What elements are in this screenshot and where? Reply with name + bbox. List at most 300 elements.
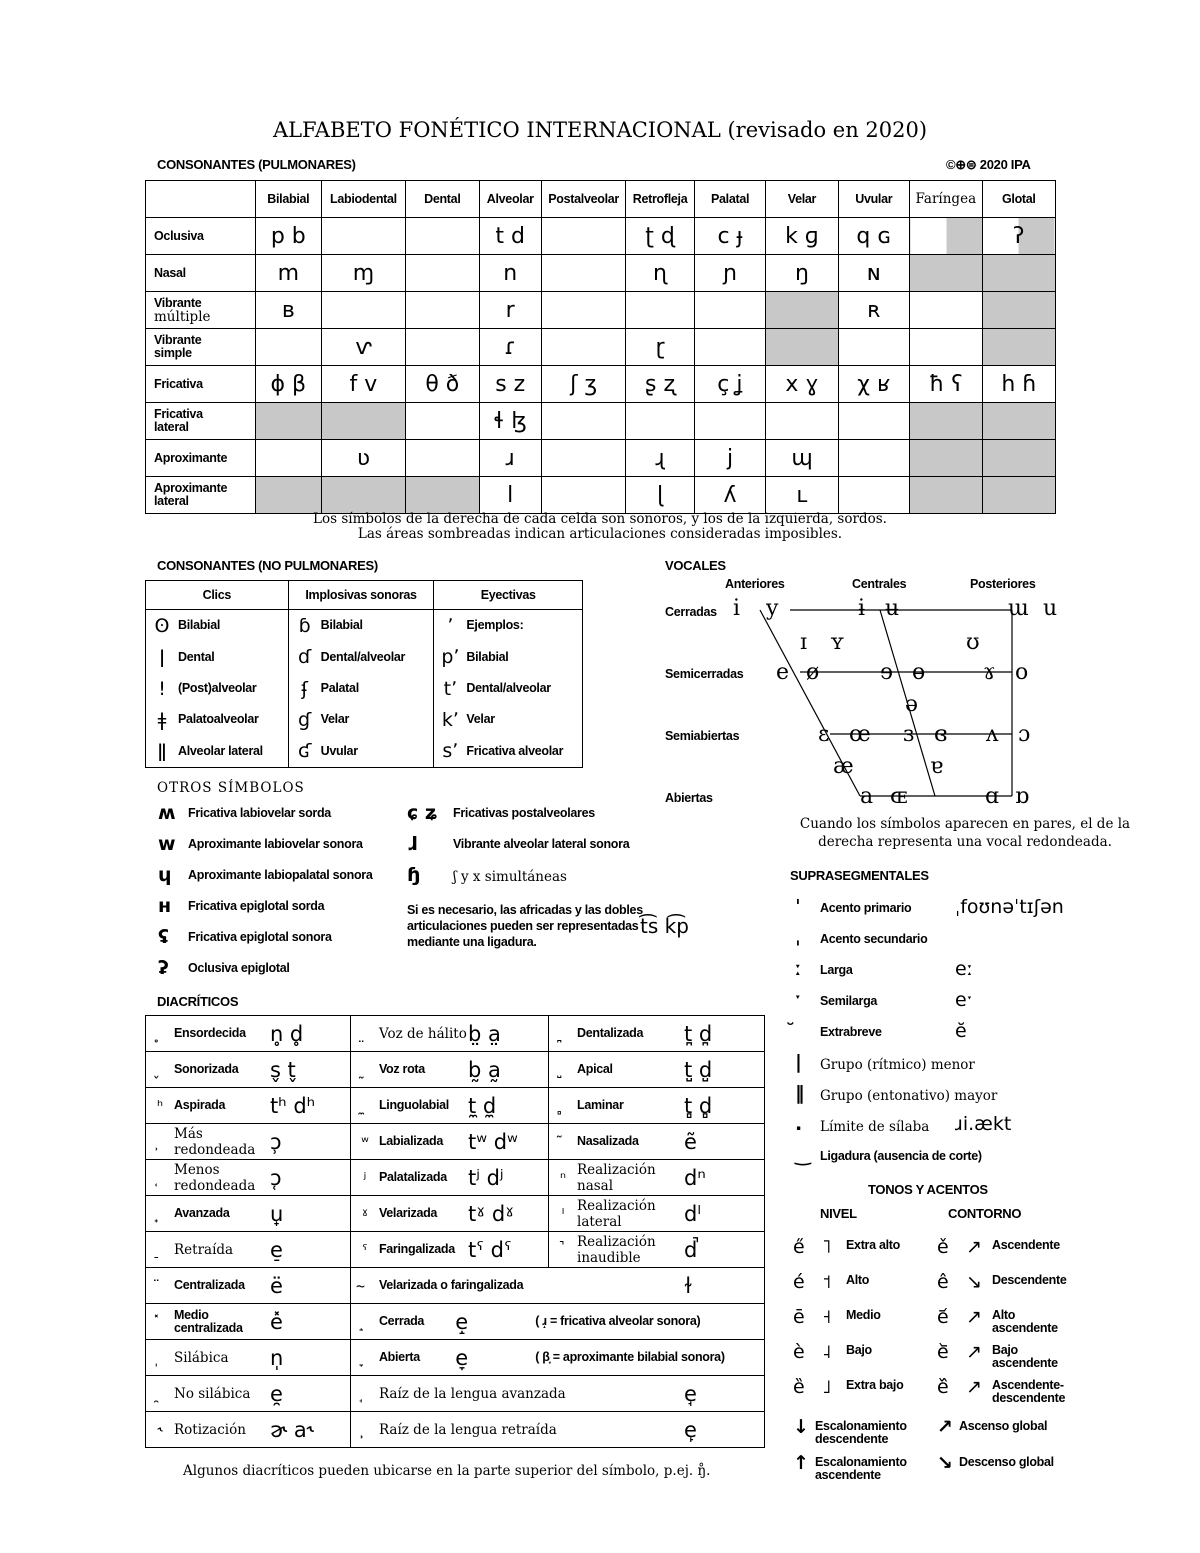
- diacritic-name: Aspirada: [174, 1098, 226, 1112]
- consonant-symbols: ɸ β: [270, 371, 307, 397]
- consonant-symbols: t d: [495, 223, 525, 249]
- consonant-cell: [694, 292, 766, 329]
- consonant-symbols: ɭ: [656, 482, 664, 508]
- nonpulmonic-label: Velar: [466, 712, 495, 727]
- tone-example: ě: [937, 1236, 949, 1258]
- diacritic-cell: [146, 1088, 351, 1124]
- tone-letter: ↗: [966, 1236, 982, 1258]
- diacritic-name: Retraída: [174, 1241, 234, 1258]
- diacritic-example: t̪ d̪: [684, 1021, 713, 1046]
- nonpulmonic-symbol: ǃ: [159, 677, 165, 700]
- supra-mark: ‖: [795, 1082, 805, 1104]
- consonant-cell: [694, 440, 766, 477]
- consonant-cell: [838, 440, 910, 477]
- diacritic-name: Sonorizada: [174, 1062, 239, 1076]
- diacritic-mark: [549, 1241, 577, 1259]
- diacritic-mark: [146, 1313, 174, 1331]
- nonpulmonic-symbol: ʼ: [447, 614, 454, 637]
- tone-label: Bajo: [846, 1343, 872, 1357]
- diacritic-example: ɔ̜: [269, 1165, 282, 1190]
- tone-letter: ↗: [966, 1341, 982, 1363]
- diacritics-table: [145, 1015, 765, 1448]
- nonpulmonic-col-header: Eyectivas: [434, 581, 583, 610]
- diacritic-mark: ʷ: [361, 1132, 369, 1151]
- consonant-cell: [838, 329, 910, 366]
- diacritic-example: tʲ dʲ: [468, 1165, 504, 1190]
- consonant-cell: [255, 218, 321, 255]
- vowel-col-central: Centrales: [852, 577, 907, 591]
- diacritic-name: Medio centralizada: [174, 1307, 243, 1335]
- consonant-symbols: n: [503, 260, 518, 286]
- diacritic-mark: ˤ: [362, 1240, 368, 1259]
- vowel-symbol: ɨ: [858, 596, 866, 621]
- nonpulmonic-symbol: ǀ: [159, 646, 165, 669]
- place-header: Velar: [766, 181, 838, 218]
- diacritic-example: e̘: [684, 1381, 697, 1406]
- tones-heading: TONOS Y ACENTOS: [868, 1182, 988, 1197]
- nonpulmonic-cell: [288, 673, 434, 704]
- diacritic-example: s̬ t̬: [269, 1057, 296, 1082]
- consonant-symbols: s z: [495, 371, 526, 397]
- tone-example: ē: [793, 1306, 805, 1328]
- consonant-cell: [541, 292, 625, 329]
- diacritic-name: Silábica: [174, 1349, 229, 1366]
- supra-mark: ˑ: [795, 989, 802, 1011]
- consonant-cell: [766, 292, 838, 329]
- diacritic-mark: ˠ: [361, 1204, 369, 1223]
- nonpulmonic-col-header: Clics: [146, 581, 289, 610]
- vowel-symbol: ɘ: [880, 660, 894, 685]
- place-header: Postalveolar: [541, 181, 625, 218]
- diacritic-mark: [146, 1061, 174, 1079]
- consonant-symbols: q ɢ: [856, 223, 892, 249]
- consonant-cell: [910, 440, 983, 477]
- consonant-cell: [694, 255, 766, 292]
- vowel-symbol: ə: [905, 692, 919, 717]
- diacritic-cell: [549, 1016, 765, 1052]
- diacritic-example: tˤ dˤ: [468, 1237, 512, 1262]
- consonant-symbols: ɴ: [866, 260, 881, 286]
- nonpulmonic-symbol: kʼ: [441, 708, 459, 731]
- nonpulmonic-label: Bilabial: [320, 618, 363, 633]
- diacritic-mark: [351, 1097, 379, 1115]
- diacritic-example: e̯: [269, 1381, 283, 1406]
- tone-arrow: ↓: [793, 1416, 809, 1438]
- diacritic-mark: ˞: [157, 1420, 163, 1439]
- supra-label: Extrabreve: [820, 1025, 882, 1039]
- consonant-symbols: ç ʝ: [717, 371, 743, 397]
- consonant-symbols: ɾ: [504, 334, 517, 360]
- consonant-cell: [479, 477, 541, 514]
- diacritic-name: Velarizada: [378, 1206, 438, 1220]
- other-symbol: ʢ: [158, 926, 169, 948]
- consonant-cell: [694, 218, 766, 255]
- other-symbol-label: Fricativas postalveolares: [453, 806, 595, 820]
- consonant-cell: [626, 477, 694, 514]
- diacritic-mark: [549, 1133, 577, 1151]
- pulmonic-heading: CONSONANTES (PULMONARES): [157, 157, 356, 172]
- supra-mark: ˌ: [795, 927, 801, 949]
- diacritic-cell: [146, 1016, 351, 1052]
- consonant-cell: [766, 329, 838, 366]
- vowel-col-front: Anteriores: [725, 577, 785, 591]
- consonant-cell: [766, 403, 838, 440]
- diacritic-name: Faringalizada: [378, 1242, 455, 1256]
- diacritic-note: ( ɹ̝ = fricativa alveolar sonora): [535, 1314, 701, 1328]
- consonant-cell: [406, 403, 479, 440]
- consonant-symbols: ɲ: [722, 260, 738, 286]
- diacritic-cell: [549, 1124, 765, 1160]
- vowel-row-open-mid: Semiabiertas: [665, 729, 740, 743]
- nonpulmonic-label: Fricativa alveolar: [466, 743, 564, 758]
- tone-label: Alto ascendente: [992, 1308, 1058, 1335]
- consonant-cell: [694, 477, 766, 514]
- nonpulmonic-heading: CONSONANTES (NO PULMONARES): [157, 558, 378, 573]
- tone-label: Descendente: [992, 1273, 1067, 1287]
- consonant-cell: [479, 440, 541, 477]
- consonant-cell: [541, 366, 625, 403]
- other-symbol: ɧ: [407, 864, 421, 886]
- diacritic-example: e̽: [269, 1309, 283, 1334]
- manner-label: [146, 366, 256, 403]
- consonant-symbols: ɱ: [352, 260, 375, 286]
- diacritic-cell: [146, 1340, 351, 1376]
- consonant-cell: [910, 292, 983, 329]
- manner-label: [146, 292, 256, 329]
- page-title: ALFABETO FONÉTICO INTERNACIONAL (revisado en 2020): [272, 118, 928, 142]
- tone-example: è: [793, 1341, 805, 1363]
- pulmonic-note-shading: Las áreas sombreadas indican articulaciones consideradas imposibles.: [357, 526, 843, 542]
- diacritic-name: Velarizada o faringalizada: [378, 1278, 524, 1292]
- diacritic-cell: [350, 1340, 764, 1376]
- diacritic-mark: [146, 1205, 174, 1223]
- tone-example: ȅ: [793, 1376, 805, 1398]
- supra-label: Acento primario: [820, 901, 912, 915]
- tone-letter: ˥: [822, 1236, 832, 1258]
- diacritic-name: Apical: [577, 1062, 613, 1076]
- consonant-cell: [255, 255, 321, 292]
- nonpulmonic-cell: [288, 704, 434, 735]
- place-header: Glotal: [982, 181, 1055, 218]
- diacritic-example: ë: [269, 1273, 283, 1298]
- place-header: Bilabial: [255, 181, 321, 218]
- nonpulmonic-label: Palatoalveolar: [178, 712, 259, 727]
- supra-example: ˌfoʊnəˈtɪʃən: [955, 896, 1064, 918]
- diacritic-mark: [549, 1061, 577, 1079]
- other-symbol: ɥ: [158, 864, 172, 886]
- supra-label: Semilarga: [820, 994, 878, 1008]
- diacritic-cell: [146, 1304, 351, 1340]
- consonant-symbols: ɰ: [791, 445, 813, 471]
- diacritic-name: Cerrada: [378, 1314, 425, 1328]
- diacritic-mark: [146, 1241, 174, 1259]
- nonpulmonic-label: Dental/alveolar: [320, 649, 406, 664]
- affricate-note: Si es necesario, las africadas y las dobles articulaciones pueden ser representadas mediante una ligadura.: [407, 903, 643, 949]
- vowel-symbol: ʌ: [986, 722, 999, 747]
- diacritic-mark: [146, 1349, 174, 1367]
- diacritic-cell: [146, 1160, 351, 1196]
- vowel-symbol: ɐ: [930, 754, 944, 779]
- consonant-cell: [255, 329, 321, 366]
- diacritic-mark: [351, 1061, 379, 1079]
- vowel-row-open: Abiertas: [665, 791, 713, 805]
- diacritics-heading: DIACRÍTICOS: [157, 994, 239, 1009]
- consonant-cell: [694, 329, 766, 366]
- supra-label: Larga: [820, 963, 853, 977]
- supra-label: Límite de sílaba: [820, 1119, 930, 1135]
- vowel-row-close: Cerradas: [665, 605, 717, 619]
- vowel-symbol: ʏ: [830, 630, 845, 655]
- tone-example: e᷅: [937, 1341, 949, 1363]
- diacritic-name: Linguolabial: [378, 1098, 449, 1112]
- vowel-symbol: œ: [849, 722, 871, 747]
- consonant-cell: [541, 218, 625, 255]
- nonpulmonic-cell: [146, 673, 289, 704]
- diacritic-name: No silábica: [174, 1385, 251, 1402]
- diacritic-cell: [350, 1412, 764, 1448]
- consonant-cell: [766, 255, 838, 292]
- nonpulmonic-cell: [146, 610, 289, 642]
- diacritic-example: b̰ a̰: [468, 1057, 501, 1082]
- diacritic-mark: [146, 1277, 174, 1295]
- tones-level-heading: NIVEL: [820, 1206, 857, 1221]
- consonant-cell: [838, 218, 910, 255]
- consonant-cell: [910, 218, 983, 255]
- pulmonic-corner-cell: [146, 181, 256, 218]
- diacritic-example: ɫ: [684, 1273, 693, 1298]
- consonant-symbols: j: [727, 445, 734, 471]
- vowel-symbol: e: [776, 660, 790, 685]
- nonpulmonic-col-header: Implosivas sonoras: [288, 581, 434, 610]
- vowel-symbol: ʉ: [885, 596, 900, 621]
- diacritic-example: e̙: [684, 1417, 697, 1442]
- diacritic-mark: [146, 1169, 174, 1187]
- place-header: Uvular: [838, 181, 910, 218]
- diacritic-name: Voz de hálito: [378, 1025, 467, 1042]
- consonant-symbols: r: [505, 297, 515, 323]
- manner-label-line2: lateral: [154, 420, 189, 434]
- consonant-cell: [406, 218, 479, 255]
- nonpulmonic-cell: [146, 704, 289, 735]
- tone-letter: ↗: [966, 1376, 982, 1398]
- consonant-cell: [838, 366, 910, 403]
- tone-letter: ˧: [822, 1306, 832, 1328]
- diacritic-example: n̥ d̥: [269, 1021, 304, 1046]
- diacritic-name: Menos redondeada: [174, 1161, 256, 1194]
- nonpulmonic-label: Ejemplos:: [466, 618, 524, 633]
- manner-label-line1: Vibrante: [154, 333, 202, 347]
- tone-example: e᷈: [937, 1376, 949, 1398]
- diacritic-name: Ensordecida: [174, 1026, 246, 1040]
- consonant-symbols: ʔ: [1013, 223, 1025, 249]
- vowel-trapezium: [730, 590, 1050, 810]
- nonpulmonic-cell: [434, 610, 583, 642]
- manner-label-line2: lateral: [154, 494, 189, 508]
- consonant-cell: [479, 403, 541, 440]
- diacritic-mark: [146, 1025, 174, 1043]
- vowel-symbol: ɵ: [912, 660, 926, 685]
- consonant-cell: [541, 440, 625, 477]
- consonant-symbols: ɽ: [655, 334, 665, 360]
- vowel-col-back: Posteriores: [970, 577, 1036, 591]
- consonant-cell: [982, 477, 1055, 514]
- other-symbol: ʡ: [158, 957, 169, 979]
- diacritic-example: t̺ d̺: [684, 1057, 713, 1082]
- diacritic-mark: [146, 1133, 174, 1151]
- consonant-symbols: ʀ: [867, 297, 881, 323]
- tone-label: Extra alto: [846, 1238, 900, 1252]
- manner-label-line2: múltiple: [154, 308, 211, 325]
- consonant-cell: [626, 366, 694, 403]
- diacritic-cell: [350, 1088, 548, 1124]
- vowel-symbol: ɒ: [1015, 784, 1030, 809]
- place-header: Labiodental: [321, 181, 405, 218]
- consonant-cell: [541, 477, 625, 514]
- other-symbol: ɕ ʑ: [407, 802, 438, 824]
- diacritic-cell: [549, 1160, 765, 1196]
- place-header: Palatal: [694, 181, 766, 218]
- consonant-cell: [321, 440, 405, 477]
- manner-label-line1: Vibrante: [154, 295, 202, 310]
- other-symbol-label: Aproximante labiopalatal sonora: [188, 868, 373, 882]
- consonant-cell: [626, 403, 694, 440]
- diacritic-cell: [146, 1196, 351, 1232]
- consonant-cell: [626, 218, 694, 255]
- other-symbol-label: Fricativa epiglotal sorda: [188, 899, 325, 913]
- diacritic-mark: [549, 1097, 577, 1115]
- vowel-symbol: ø: [806, 660, 820, 685]
- diacritic-mark: [351, 1385, 379, 1403]
- tone-label: Extra bajo: [846, 1378, 904, 1392]
- tone-extra-label: Ascenso global: [959, 1419, 1048, 1433]
- manner-label-line2: simple: [154, 346, 192, 360]
- tone-extra-label: Escalonamiento ascendente: [815, 1455, 907, 1482]
- consonant-cell: [479, 366, 541, 403]
- consonant-cell: [910, 329, 983, 366]
- diacritic-name: Palatalizada: [378, 1170, 447, 1184]
- consonant-cell: [479, 292, 541, 329]
- place-header: Alveolar: [479, 181, 541, 218]
- manner-label-line1: Fricativa: [154, 407, 203, 421]
- consonant-symbols: ħ ʕ: [929, 371, 963, 397]
- diacritic-mark: [351, 1313, 379, 1331]
- consonant-symbols: c ɟ: [717, 223, 743, 249]
- consonant-cell: [406, 440, 479, 477]
- diacritic-example: e̠: [269, 1237, 283, 1262]
- diacritic-name: Labializada: [378, 1134, 444, 1148]
- consonant-cell: [406, 292, 479, 329]
- diacritic-cell: [350, 1016, 548, 1052]
- tone-letter: ˦: [822, 1271, 832, 1293]
- diacritic-name: Centralizada: [174, 1278, 245, 1292]
- vowel-symbol: ɶ: [890, 784, 908, 809]
- diacritic-example: e̞: [455, 1345, 469, 1370]
- consonant-symbols: ʟ: [796, 482, 808, 508]
- nonpulmonic-cell: [434, 673, 583, 704]
- nonpulmonic-symbol: ɠ: [298, 708, 312, 731]
- consonant-cell: [982, 255, 1055, 292]
- consonant-cell: [321, 329, 405, 366]
- consonant-cell: [321, 218, 405, 255]
- diacritic-example: ɔ̹: [269, 1129, 282, 1154]
- tone-label: Medio: [846, 1308, 881, 1322]
- consonant-cell: [910, 255, 983, 292]
- consonant-cell: [541, 403, 625, 440]
- diacritic-name: Nasalizada: [577, 1134, 639, 1148]
- diacritic-mark: [549, 1025, 577, 1043]
- place-header: Retrofleja: [626, 181, 694, 218]
- consonant-cell: [982, 440, 1055, 477]
- diacritic-cell: [146, 1232, 351, 1268]
- supra-mark: ˈ: [795, 896, 801, 918]
- other-symbols-heading: OTROS SÍMBOLOS: [157, 780, 305, 796]
- diacritic-name: Raíz de la lengua retraída: [378, 1421, 557, 1438]
- consonant-cell: [766, 218, 838, 255]
- consonant-symbols: k ɡ: [785, 223, 819, 249]
- diacritic-note: ( β̞ = aproximante bilabial sonora): [535, 1350, 725, 1364]
- consonant-symbols: ʈ ɖ: [645, 223, 675, 249]
- supra-example: eˑ: [955, 989, 974, 1011]
- vowel-symbol: ɑ: [985, 784, 1000, 809]
- other-symbol: w: [158, 833, 176, 855]
- diacritic-cell: [350, 1232, 548, 1268]
- consonant-cell: [766, 477, 838, 514]
- vowel-symbol: ɜ: [903, 722, 915, 747]
- diacritic-cell: [549, 1232, 765, 1268]
- tone-arrow: ↗: [937, 1416, 953, 1438]
- other-symbol-label: Fricativa epiglotal sonora: [188, 930, 332, 944]
- consonant-cell: [626, 292, 694, 329]
- consonant-cell: [406, 366, 479, 403]
- consonant-cell: [255, 292, 321, 329]
- consonant-symbols: ʙ: [281, 297, 295, 323]
- diacritic-cell: [146, 1412, 351, 1448]
- vowel-symbol: ɔ: [1018, 722, 1031, 747]
- consonant-symbols: ŋ: [794, 260, 809, 286]
- nonpulmonic-cell: [146, 736, 289, 768]
- consonant-cell: [255, 440, 321, 477]
- tone-arrow: ↘: [937, 1452, 953, 1474]
- manner-label: [146, 255, 256, 292]
- consonant-cell: [406, 477, 479, 514]
- diacritic-example: t̻ d̻: [684, 1093, 713, 1118]
- diacritic-example: ẽ: [684, 1129, 697, 1154]
- diacritic-name: Realización nasal: [577, 1161, 656, 1194]
- other-symbol-label: Fricativa labiovelar sorda: [188, 806, 331, 820]
- diacritic-name: Rotización: [174, 1421, 246, 1438]
- nonpulmonic-label: Palatal: [320, 681, 359, 696]
- other-symbol-label: Vibrante alveolar lateral sonora: [453, 837, 630, 851]
- nonpulmonic-label: Bilabial: [466, 649, 509, 664]
- tone-arrow: ↑: [793, 1452, 809, 1474]
- consonant-cell: [479, 329, 541, 366]
- nonpulmonic-cell: [288, 642, 434, 673]
- affricate-example: t͡s k͡p: [640, 914, 689, 938]
- copyright-notice: ©⊕⊜ 2020 IPA: [946, 157, 1031, 172]
- diacritic-example: ɚ a˞: [269, 1417, 314, 1442]
- diacritic-cell: [350, 1376, 764, 1412]
- diacritic-name: Laminar: [577, 1098, 624, 1112]
- manner-label: [146, 218, 256, 255]
- diacritic-mark: [351, 1277, 379, 1295]
- nonpulmonic-symbol: tʼ: [443, 677, 458, 700]
- diacritic-example: dⁿ: [684, 1165, 706, 1190]
- other-symbol: ʍ: [158, 802, 176, 824]
- consonant-cell: [838, 403, 910, 440]
- consonant-symbols: ɹ: [505, 445, 515, 471]
- consonant-symbols: ɬ ɮ: [493, 408, 527, 434]
- consonant-symbols: ʃ ʒ: [570, 371, 598, 397]
